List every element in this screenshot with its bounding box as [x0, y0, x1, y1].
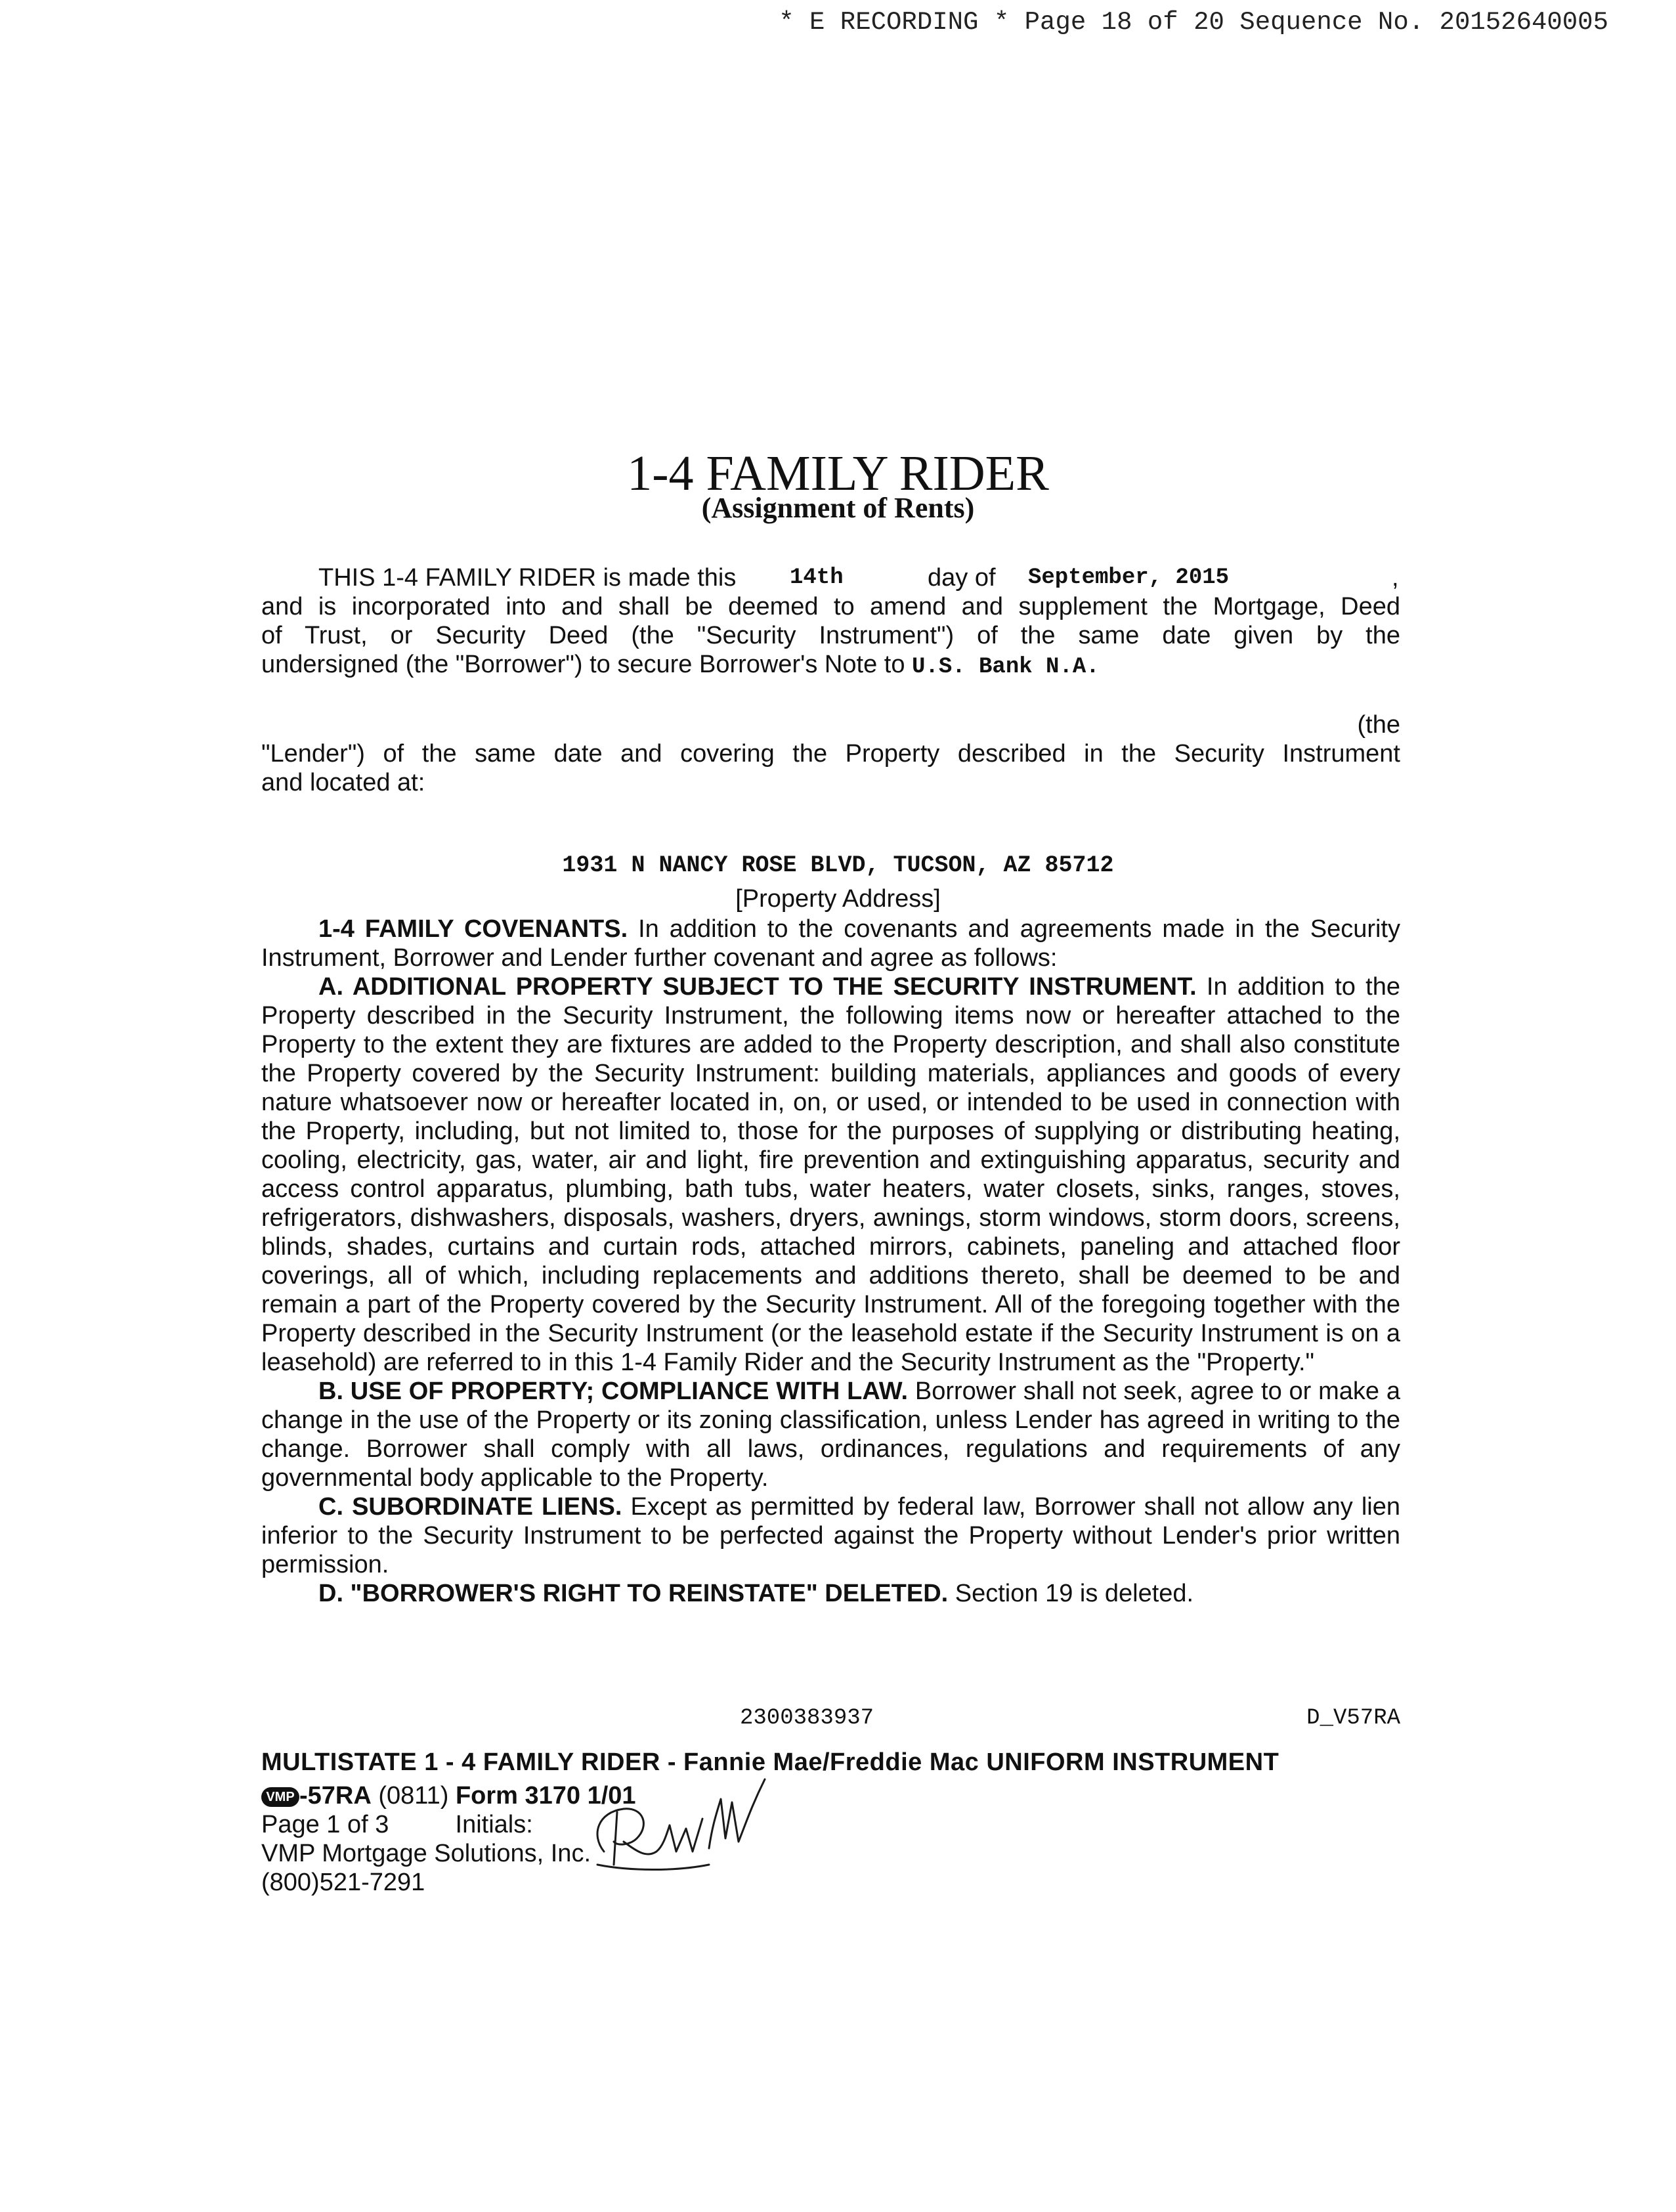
recording-stamp: * E RECORDING * Page 18 of 20 Sequence No. 20152640005 [779, 8, 1608, 37]
form-date: (0811) [371, 1782, 456, 1810]
company-phone: (800)521-7291 [261, 1869, 425, 1896]
document-title: 1-4 FAMILY RIDER [627, 446, 1049, 501]
covenant-a [261, 972, 1400, 1377]
covenant-a-text: In addition to the Property described in the Security Instrument, the following items now or hereafter attached to the Property to the extent they are fixtures are added to the Property description, and shall also constitute the Property covered by the Security Instrument: building materials, appliances and goods of every nature whatsoever now or hereafter located in, on, or used, or intended to be used in connection with the Property, including, but not limited to, those for the purposes of supplying or distributing heating, cooling, electricity, gas, water, air and light, fire prevention and extinguishing apparatus, security and access control apparatus, plumbing, bath tubs, water heaters, water closets, sinks, ranges, stoves, refrigerators, dishwashers, disposals, washers, dryers, awnings, storm windows, storm doors, screens, blinds, shades, curtains and curtain rods, attached mirrors, cabinets, paneling and attached floor coverings, all of which, including replacements and additions thereto, shall be deemed to be and remain a part of the Property covered by the Security Instrument. All of the foregoing together with the Property described in the Security Instrument (or the leasehold estate if the Security Instrument is on a leasehold) are referred to in this 1-4 Family Rider and the Security Instrument as the "Property." [261, 973, 1400, 1376]
intro-line-2: and is incorporated into and shall be deemed to amend and supplement the Mortgage, Deed [261, 593, 1400, 620]
document-subtitle: (Assignment of Rents) [701, 492, 975, 524]
intro-line-4-text: undersigned (the "Borrower") to secure Borrower's Note to [261, 651, 905, 678]
lender-name: U.S. Bank N.A. [912, 655, 1100, 680]
form-code: -57RA [299, 1782, 372, 1810]
page-indicator: Page 1 of 3 [261, 1811, 389, 1838]
company-name: VMP Mortgage Solutions, Inc. [261, 1840, 591, 1867]
intro-line-6: "Lender") of the same date and covering the Property described in the Security Instrument [261, 740, 1400, 768]
covenant-d-text: Section 19 is deleted. [948, 1580, 1194, 1607]
footer-title: MULTISTATE 1 - 4 FAMILY RIDER - Fannie Mae/Freddie Mac UNIFORM INSTRUMENT [261, 1748, 1279, 1776]
covenant-c-text: Except as permitted by federal law, Borrower shall not allow any lien inferior to the Security Instrument to be perfected against the Property without Lender's prior written permission. [261, 1493, 1400, 1578]
intro-line-5: (the [1357, 711, 1400, 739]
intro-text-a: THIS 1-4 FAMILY RIDER is made this [318, 564, 737, 592]
handwritten-initials-signature [578, 1773, 788, 1884]
intro-line-7: and located at: [261, 769, 425, 796]
intro-text-b: day of [928, 564, 996, 592]
intro-line-3: of Trust, or Security Deed (the "Security Instrument") of the same date given by the [261, 622, 1400, 649]
covenant-b [261, 1377, 1400, 1492]
form-reference-code: D_V57RA [1306, 1706, 1400, 1731]
intro-line-4 [261, 650, 1400, 682]
covenant-a-heading: A. ADDITIONAL PROPERTY SUBJECT TO THE SECURITY INSTRUMENT. [318, 973, 1197, 1001]
covenant-b-text: Borrower shall not seek, agree to or make a change in the use of the Property or its zoning classification, unless Lender has agreed in writing to the change. Borrower shall comply with all laws, ordinances, regulations and requirements of any governmental body applicable to the Property. [261, 1377, 1401, 1492]
loan-number: 2300383937 [740, 1706, 874, 1731]
rider-day: 14th [790, 565, 844, 590]
rider-month-year: September, 2015 [1028, 565, 1230, 590]
covenant-b-heading: B. USE OF PROPERTY; COMPLIANCE WITH LAW. [318, 1377, 909, 1405]
covenants-intro [261, 915, 1400, 972]
covenants-intro-text: In addition to the covenants and agreements made in the Security Instrument, Borrower and Lender further covenant and agree as follows: [261, 915, 1400, 972]
initials-label: Initials: [455, 1811, 533, 1838]
covenant-d [261, 1579, 1400, 1608]
vmp-logo-icon: VMP [261, 1787, 299, 1807]
property-address: 1931 N NANCY ROSE BLVD, TUCSON, AZ 85712 [562, 852, 1114, 878]
intro-comma: , [1392, 564, 1399, 592]
covenants-section [261, 915, 1400, 1608]
title-block [0, 446, 1676, 525]
covenants-heading: 1-4 FAMILY COVENANTS. [318, 915, 628, 943]
intro-line-1 [261, 563, 1400, 592]
covenant-c [261, 1492, 1400, 1579]
property-address-label: [Property Address] [735, 885, 941, 913]
form-number: Form 3170 1/01 [455, 1782, 636, 1810]
intro-paragraph [261, 563, 1400, 797]
covenant-d-heading: D. "BORROWER'S RIGHT TO REINSTATE" DELETED. [318, 1580, 949, 1607]
covenant-c-heading: C. SUBORDINATE LIENS. [318, 1493, 622, 1521]
